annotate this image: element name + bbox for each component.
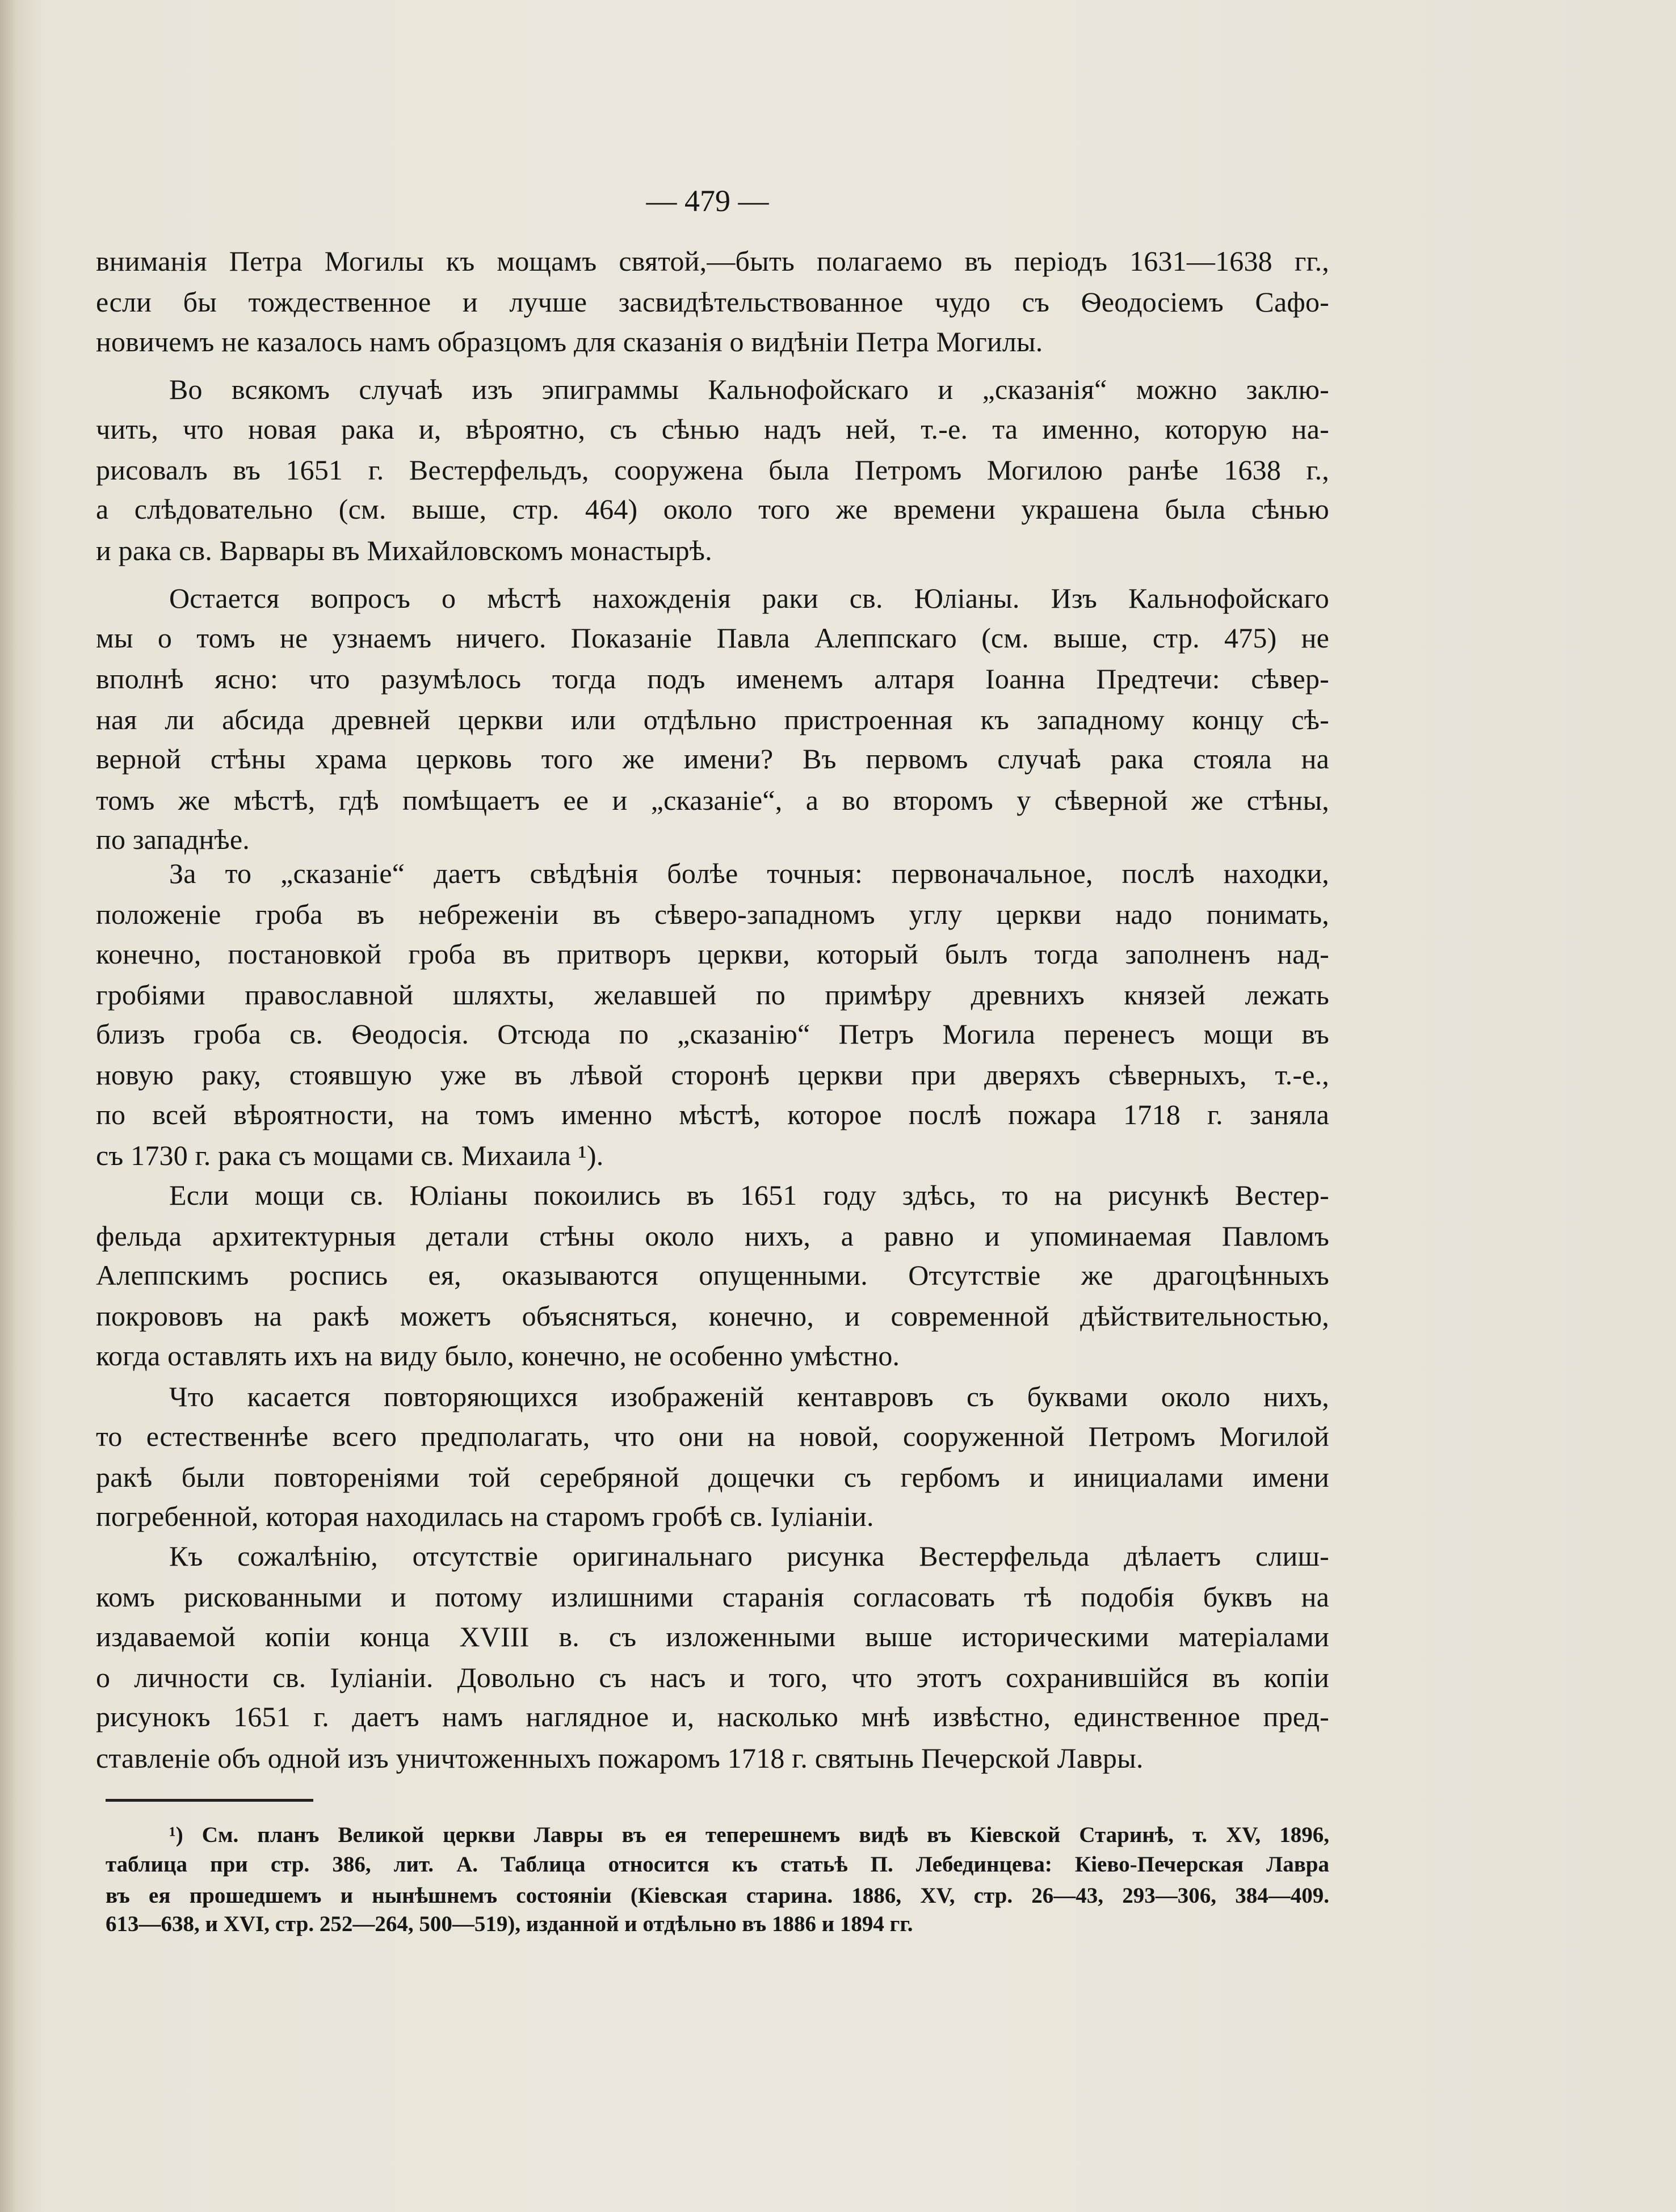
text-line: близъ гроба св. Ѳеодосія. Отсюда по „сказанію“ Петръ Могила перенесъ мощи въ bbox=[96, 1018, 1329, 1050]
text-line: издаваемой копіи конца XVIII в. съ изложенными выше историческими матеріалами bbox=[96, 1621, 1329, 1652]
text-line: Что касается повторяющихся изображеній кентавровъ съ буквами около нихъ, bbox=[169, 1381, 1329, 1412]
text-line: положеніе гроба въ небреженіи въ сѣверо-западномъ углу церкви надо понимать, bbox=[96, 898, 1329, 930]
text-line: верной стѣны храма церковь того же имени? Въ первомъ случаѣ рака стояла на bbox=[96, 743, 1329, 775]
text-line: ная ли абсида древней церкви или отдѣльно пристроенная къ западному концу сѣ- bbox=[96, 704, 1329, 735]
text-line: чить, что новая рака и, вѣроятно, съ сѣнью надъ ней, т.-е. та именно, которую на- bbox=[96, 413, 1329, 445]
text-line: ставленіе объ одной изъ уничтоженныхъ пожаромъ 1718 г. святынь Печерской Лавры. bbox=[96, 1742, 1144, 1774]
footnote-line: 613—638, и XVI, стр. 252—264, 500—519), изданной и отдѣльно въ 1886 и 1894 гг. bbox=[106, 1912, 913, 1936]
text-line: и рака св. Варвары въ Михайловскомъ монастырѣ. bbox=[96, 535, 712, 566]
text-line: по всей вѣроятности, на томъ именно мѣстѣ, которое послѣ пожара 1718 г. заняла bbox=[96, 1099, 1329, 1130]
text-line: Во всякомъ случаѣ изъ эпиграммы Кальнофойскаго и „сказанія“ можно заклю- bbox=[169, 373, 1329, 405]
text-line: а слѣдовательно (см. выше, стр. 464) около того же времени украшена была сѣнью bbox=[96, 493, 1329, 525]
text-line: мы о томъ не узнаемъ ничего. Показаніе Павла Алеппскаго (см. выше, стр. 475) не bbox=[96, 622, 1329, 654]
text-line: когда оставлять ихъ на виду было, конечно, не особенно умѣстно. bbox=[96, 1340, 900, 1372]
text-line: новую раку, стоявшую уже въ лѣвой сторонѣ церкви при дверяхъ сѣверныхъ, т.-е., bbox=[96, 1059, 1329, 1091]
footnote-line: въ ея прошедшемъ и нынѣшнемъ состояніи (Кіевская старина. 1886, XV, стр. 26—43, 293—306, 384—409. bbox=[106, 1883, 1329, 1908]
text-line: Если мощи св. Юліаны покоились въ 1651 году здѣсь, то на рисункѣ Вестер- bbox=[169, 1179, 1329, 1211]
text-line: Алеппскимъ роспись ея, оказываются опущенными. Отсутствіе же драгоцѣнныхъ bbox=[96, 1259, 1329, 1291]
text-line: рисунокъ 1651 г. даетъ намъ наглядное и, насколько мнѣ извѣстно, единственное пред- bbox=[96, 1701, 1329, 1732]
text-line: съ 1730 г. рака съ мощами св. Михаила ¹). bbox=[96, 1139, 604, 1171]
text-line: Къ сожалѣнію, отсутствіе оригинальнаго рисунка Вестерфельда дѣлаетъ слиш- bbox=[169, 1540, 1329, 1572]
text-line: конечно, постановкой гроба въ притворъ церкви, который былъ тогда заполненъ над- bbox=[96, 938, 1329, 970]
text-line: вполнѣ ясно: что разумѣлось тогда подъ именемъ алтаря Іоанна Предтечи: сѣвер- bbox=[96, 663, 1329, 695]
text-line: новичемъ не казалось намъ образцомъ для сказанія о видѣніи Петра Могилы. bbox=[96, 326, 1043, 358]
footnote-line: ¹) См. планъ Великой церкви Лавры въ ея теперешнемъ видѣ въ Кіевской Старинѣ, т. XV, 1896, bbox=[169, 1823, 1329, 1847]
text-line: погребенной, которая находилась на старомъ гробѣ св. Іуліаніи. bbox=[96, 1500, 874, 1532]
footnote-divider bbox=[106, 1799, 313, 1802]
text-line: покрововъ на ракѣ можетъ объясняться, конечно, и современной дѣйствительностью, bbox=[96, 1300, 1329, 1332]
footnote-line: таблица при стр. 386, лит. А. Таблица относится къ статьѣ П. Лебединцева: Кіево-Печерская Лавра bbox=[106, 1852, 1329, 1877]
page-number bbox=[0, 180, 1676, 221]
text-line: Остается вопросъ о мѣстѣ нахожденія раки св. Юліаны. Изъ Кальнофойскаго bbox=[169, 582, 1329, 614]
text-line: гробіями православной шляхты, желавшей по примѣру древнихъ князей лежать bbox=[96, 979, 1329, 1011]
text-line: то естественнѣе всего предполагать, что они на новой, сооруженной Петромъ Могилой bbox=[96, 1420, 1329, 1452]
text-line: фельда архитектурныя детали стѣны около нихъ, а равно и упоминаемая Павломъ bbox=[96, 1220, 1329, 1252]
text-line: рисовалъ въ 1651 г. Вестерфельдъ, сооружена была Петромъ Могилою ранѣе 1638 г., bbox=[96, 454, 1329, 486]
text-line: томъ же мѣстѣ, гдѣ помѣщаетъ ее и „сказаніе“, а во второмъ у сѣверной же стѣны, bbox=[96, 784, 1329, 816]
text-line: если бы тождественное и лучше засвидѣтельствованное чудо съ Ѳеодосіемъ Сафо- bbox=[96, 286, 1329, 318]
text-line: ракѣ были повтореніями той серебряной дощечки съ гербомъ и инициалами имени bbox=[96, 1461, 1329, 1493]
text-line: по западнѣе. bbox=[96, 823, 250, 855]
text-line: о личности св. Іуліаніи. Довольно съ насъ и того, что этотъ сохранившійся въ копіи bbox=[96, 1662, 1329, 1693]
page-number-text: — 479 — bbox=[646, 184, 769, 218]
text-line: комъ рискованными и потому излишними старанія согласовать тѣ подобія буквъ на bbox=[96, 1581, 1329, 1613]
text-line: вниманія Петра Могилы къ мощамъ святой,—быть полагаемо въ періодъ 1631—1638 гг., bbox=[96, 245, 1329, 277]
text-line: За то „сказаніе“ даетъ свѣдѣнія болѣе точныя: первоначальное, послѣ находки, bbox=[169, 857, 1329, 889]
